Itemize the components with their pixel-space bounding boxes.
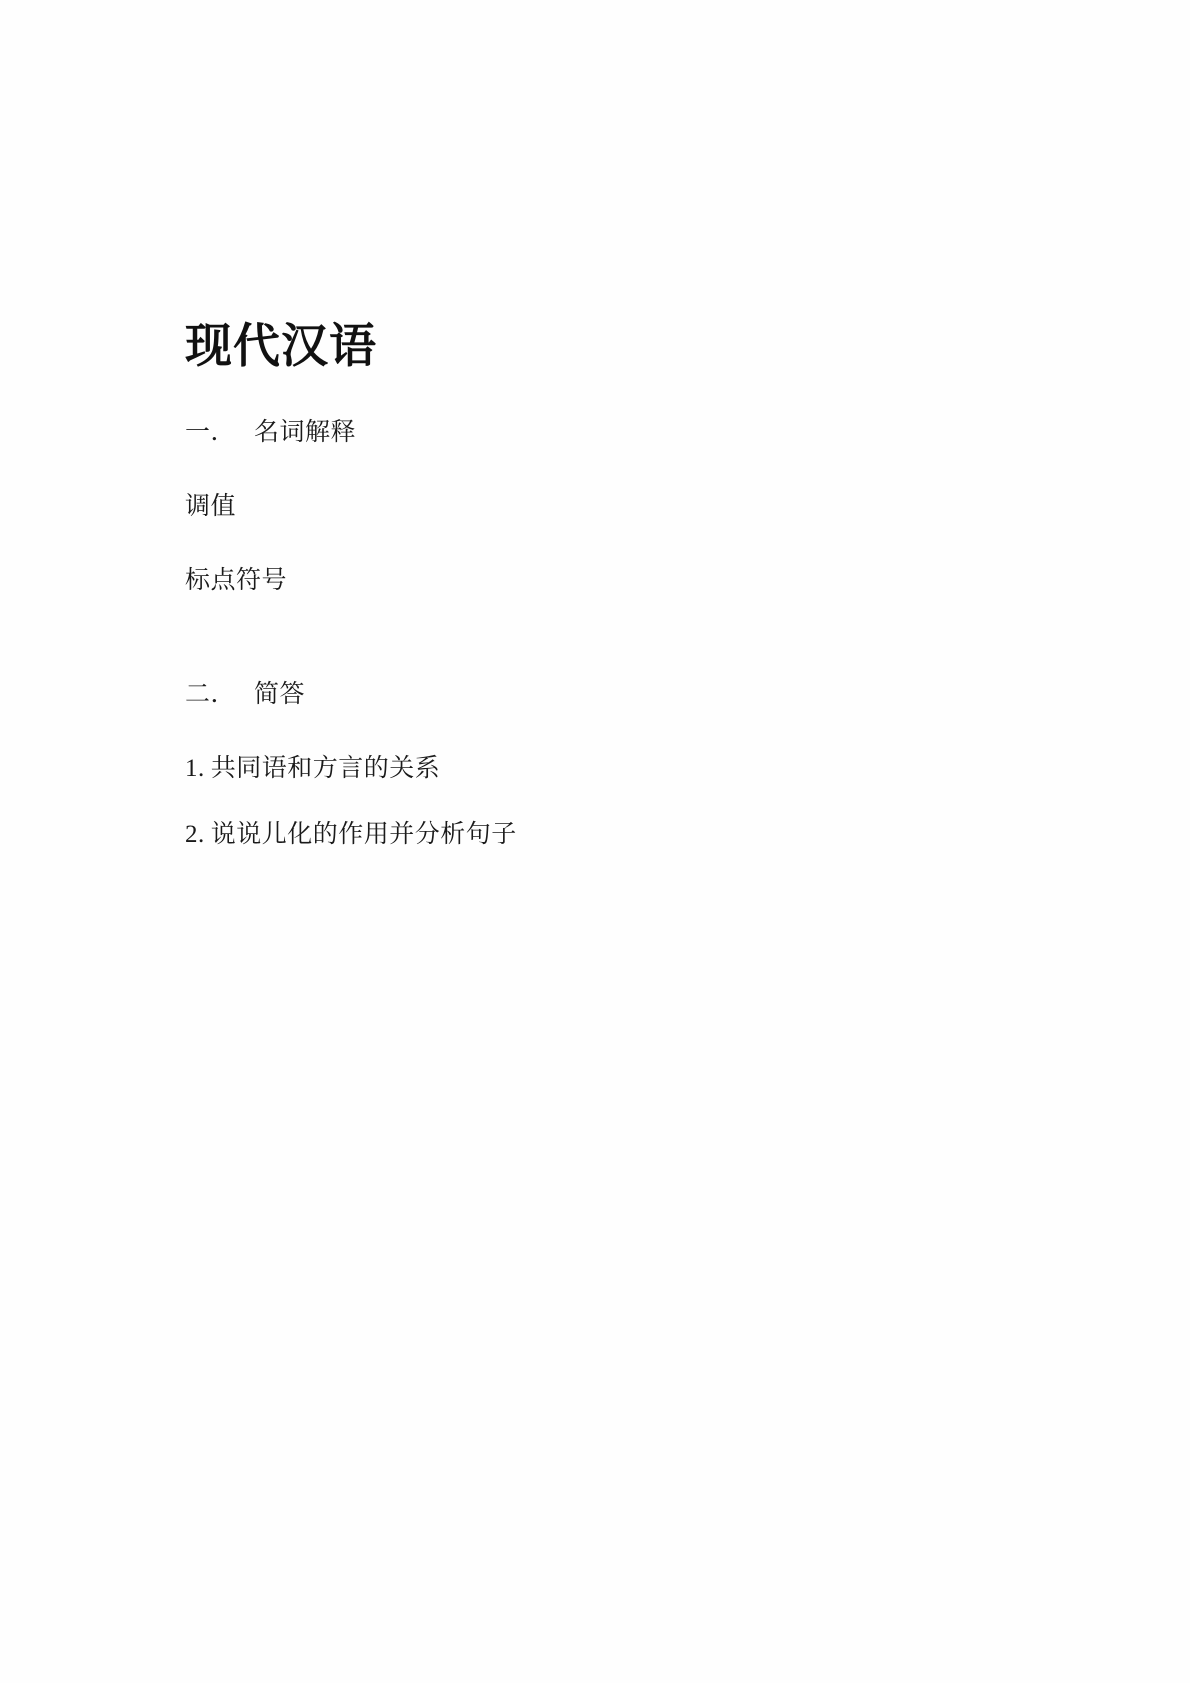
section-title-2: 简答: [254, 680, 306, 708]
question-item-2: [185, 815, 1015, 855]
section-heading-2: [185, 675, 1015, 715]
page-title: 现代汉语: [185, 319, 377, 374]
term-item-2: 标点符号: [185, 566, 288, 594]
section-marker-2: 二．: [185, 680, 237, 708]
question-item-1: [185, 749, 1015, 789]
section-marker-1: 一．: [185, 418, 237, 446]
question-number-1: 1.: [185, 754, 205, 782]
question-number-2: 2.: [185, 820, 205, 848]
section-title-1: 名词解释: [254, 418, 357, 446]
document-body: [185, 318, 1015, 881]
question-text-1: 共同语和方言的关系: [210, 754, 441, 782]
section-heading-1: [185, 413, 1015, 453]
question-text-2: 说说儿化的作用并分析句子: [210, 820, 517, 848]
section-spacer: [185, 635, 1015, 675]
term-item-1: 调值: [185, 492, 237, 520]
